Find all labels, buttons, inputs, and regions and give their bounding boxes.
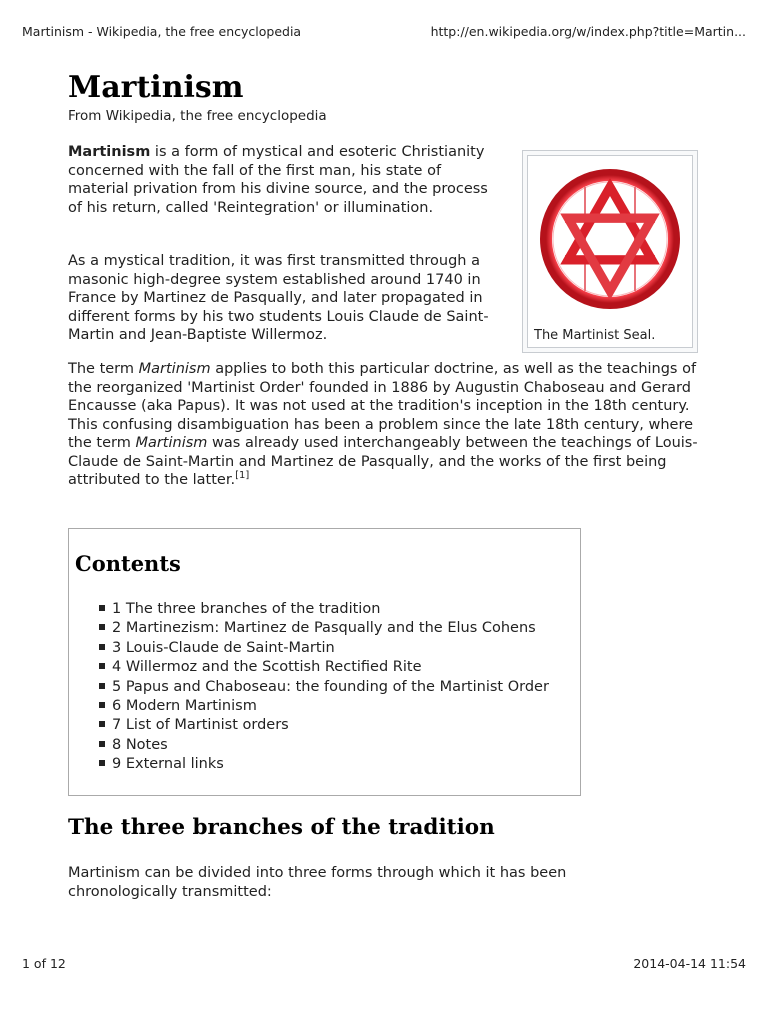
article-content [68, 70, 708, 900]
triangle-down-shape [568, 218, 652, 291]
bullet-icon [99, 624, 105, 630]
bullet-icon [99, 644, 105, 650]
bullet-icon [99, 721, 105, 727]
bullet-icon [99, 741, 105, 747]
toc-item[interactable]: 6 Modern Martinism [99, 697, 549, 716]
infobox-image [522, 150, 698, 353]
table-of-contents [68, 528, 581, 796]
toc-item[interactable]: 7 List of Martinist orders [99, 716, 549, 735]
toc-item[interactable]: 5 Papus and Chaboseau: the founding of the Martinist Order [99, 678, 549, 697]
page-url[interactable]: http://en.wikipedia.org/w/index.php?title=Martin... [430, 24, 746, 39]
reference-link[interactable]: [1] [235, 470, 250, 481]
toc-item[interactable]: 8 Notes [99, 736, 549, 755]
intro-paragraph-2: As a mystical tradition, it was first transmitted through a masonic high-degree system established around 1740 in France by Martinez de Pasqually, and later propagated in different forms by his two students Louis Claude de Saint-Martin and Jean-Baptiste Willermoz. [68, 253, 489, 343]
section-paragraph: Martinism can be divided into three forms through which it has been chronologically transmitted: [68, 865, 567, 900]
print-timestamp: 2014-04-14 11:54 [633, 956, 746, 971]
site-tagline: From Wikipedia, the free encyclopedia [68, 108, 327, 124]
page-number: 1 of 12 [22, 956, 66, 971]
article-title: Martinism [68, 70, 244, 105]
toc-item[interactable]: 9 External links [99, 755, 549, 774]
print-header [22, 24, 746, 40]
section-heading: The three branches of the tradition [68, 815, 495, 840]
bullet-icon [99, 760, 105, 766]
toc-item[interactable]: 1 The three branches of the tradition [99, 600, 549, 619]
page-title-header: Martinism - Wikipedia, the free encyclopedia [22, 24, 302, 39]
toc-item[interactable]: 3 Louis-Claude de Saint-Martin [99, 639, 549, 658]
toc-list [99, 600, 549, 775]
image-caption: The Martinist Seal. [534, 328, 656, 343]
toc-item[interactable]: 4 Willermoz and the Scottish Rectified Rite [99, 658, 549, 677]
intro-paragraph-3: The term Martinism applies to both this particular doctrine, as well as the teachings of the reorganized 'Martinist Order' founded in 1886 by Augustin Chaboseau and Gerard Encausse (aka Papus). It was not used at the tradition's inception in the 18th century. This confusing disambiguation has been a problem since the late 18th century, where the term Martinism was already used interchangeably between the teachings of Louis-Claude de Saint-Martin and Martinez de Pasqually, and the works of the first being attributed to the latter.[1] [68, 361, 698, 488]
martinist-seal-image[interactable] [531, 159, 691, 324]
triangle-up-shape [568, 187, 652, 260]
toc-title: Contents [75, 551, 181, 576]
term-bold: Martinism [68, 144, 151, 160]
print-footer [22, 956, 746, 972]
intro-paragraph-1: Martinism is a form of mystical and esoteric Christianity concerned with the fall of the first man, his state of material privation from his divine source, and the process of his return, called 'Reintegration' or illumination. [68, 144, 488, 216]
bullet-icon [99, 605, 105, 611]
bullet-icon [99, 683, 105, 689]
bullet-icon [99, 663, 105, 669]
toc-item[interactable]: 2 Martinezism: Martinez de Pasqually and the Elus Cohens [99, 619, 549, 638]
bullet-icon [99, 702, 105, 708]
